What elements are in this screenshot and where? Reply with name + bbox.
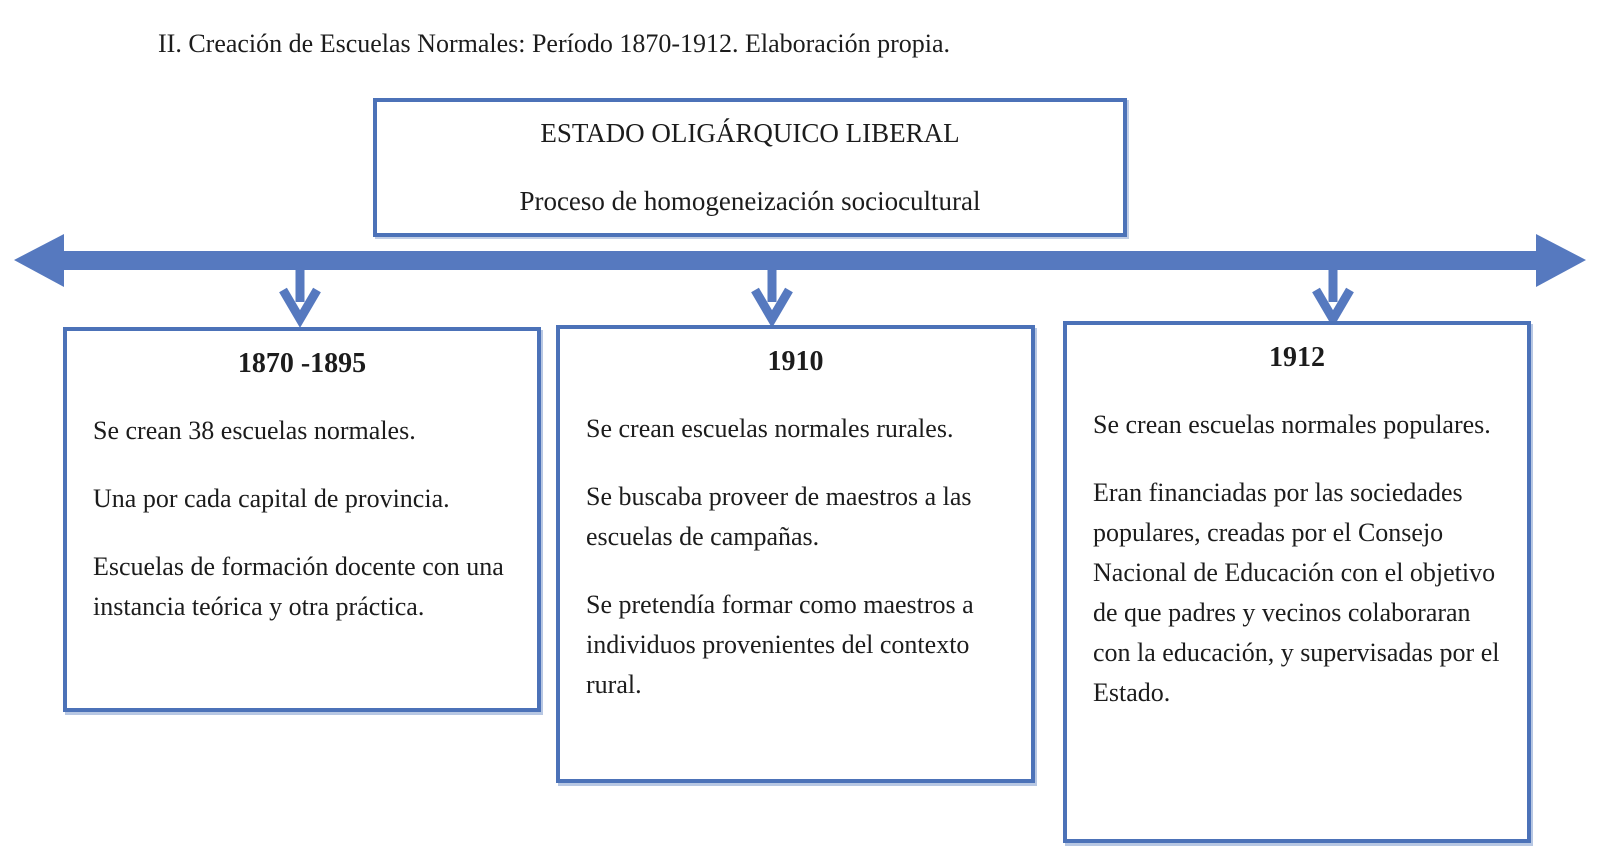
down-arrow-icon	[1316, 268, 1350, 319]
period-paragraph: Se crean escuelas normales populares.	[1093, 410, 1491, 439]
timeline-axis	[0, 230, 1600, 330]
period-title: 1910	[767, 346, 824, 377]
period-paragraph: Escuelas de formación docente con una instancia teórica y otra práctica.	[93, 552, 504, 621]
period-title: 1870 -1895	[237, 348, 367, 379]
header-box	[373, 98, 1127, 237]
header-title: ESTADO OLIGÁRQUICO LIBERAL	[540, 118, 960, 148]
period-box-1912	[1063, 321, 1531, 843]
period-paragraph: Se crean 38 escuelas normales.	[93, 416, 416, 445]
period-paragraph: Se pretendía formar como maestros a individuos provenientes del contexto rural.	[586, 590, 974, 699]
period-paragraph: Se crean escuelas normales rurales.	[586, 414, 954, 443]
period-paragraph: Se buscaba proveer de maestros a las escuelas de campañas.	[586, 482, 972, 551]
down-arrow-icon	[283, 268, 317, 319]
figure-caption: II. Creación de Escuelas Normales: Período 1870-1912. Elaboración propia.	[158, 29, 951, 58]
period-paragraph: Una por cada capital de provincia.	[93, 484, 450, 513]
period-title: 1912	[1269, 342, 1325, 373]
period-paragraph: Eran financiadas por las sociedades populares, creadas por el Consejo Nacional de Educación con el objetivo de que padres y vecinos colaboraran con la educación, y supervisadas por el Estado.	[1093, 478, 1500, 707]
period-box-1910	[556, 325, 1035, 783]
down-arrow-icon	[755, 268, 789, 319]
double-arrow-icon	[14, 234, 1586, 287]
period-box-1870-1895	[63, 327, 541, 712]
header-subtitle: Proceso de homogeneización sociocultural	[519, 186, 981, 216]
